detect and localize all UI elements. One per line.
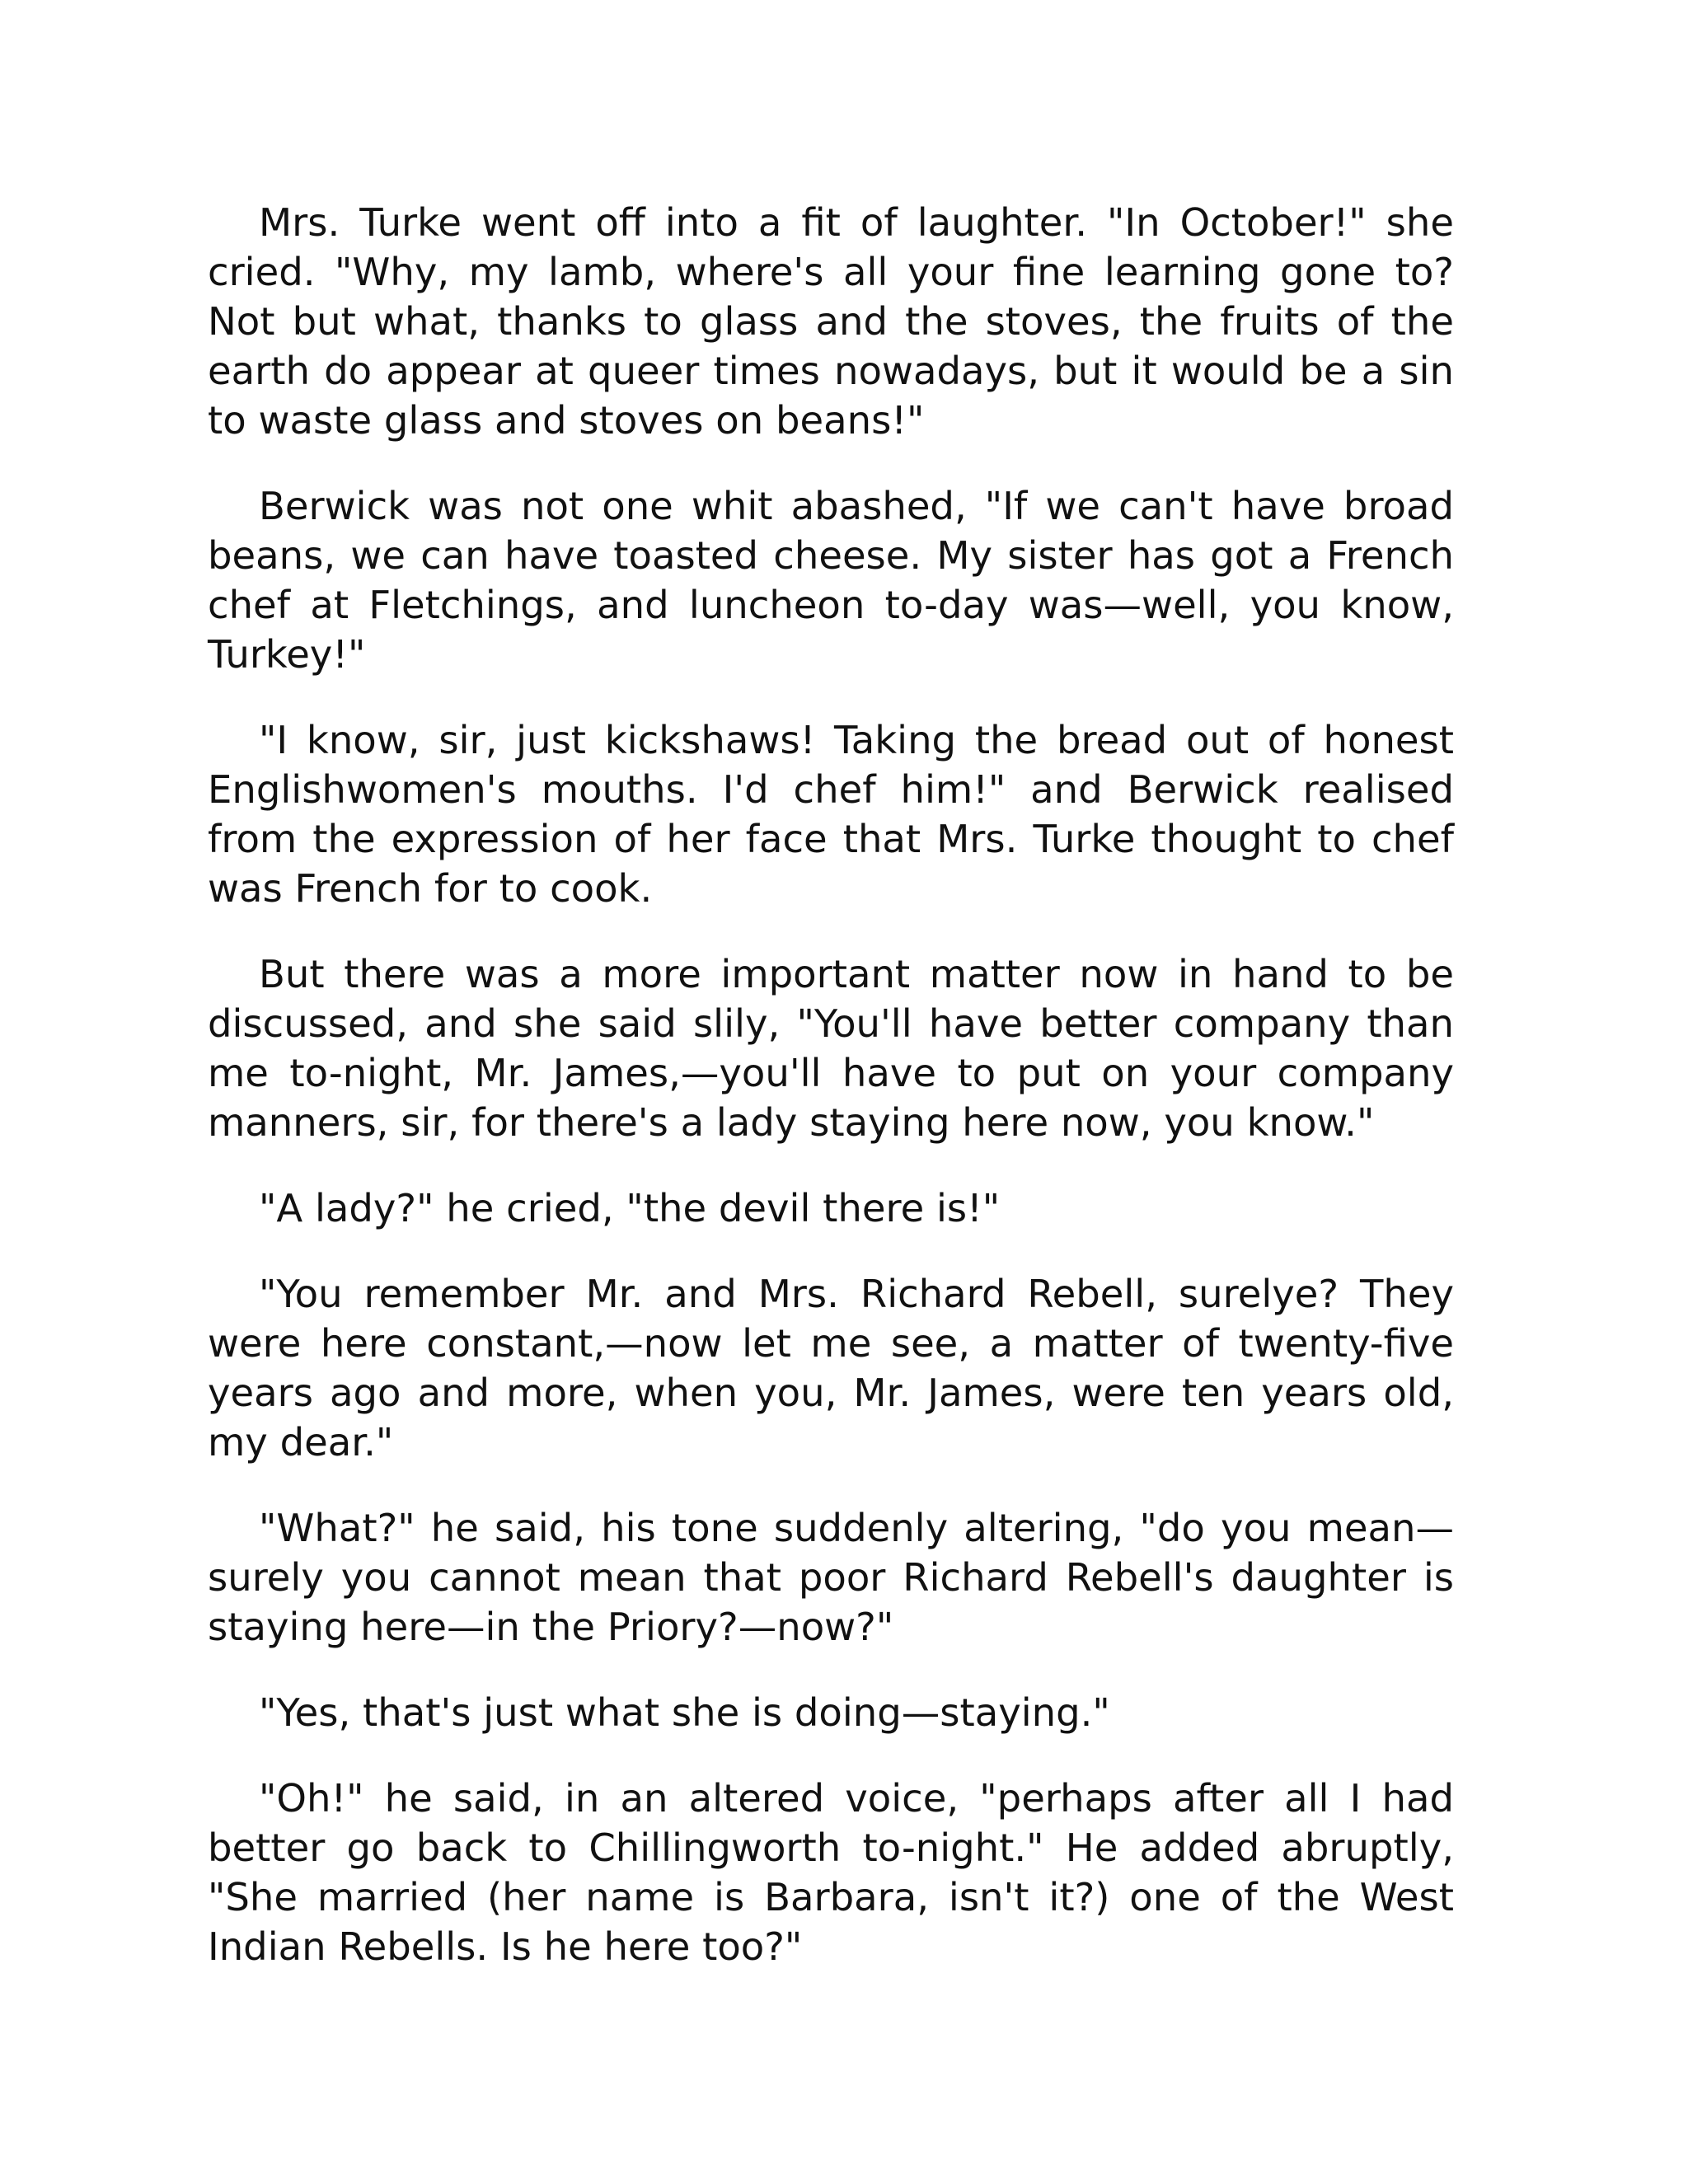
paragraph: "I know, sir, just kickshaws! Taking the bread out of honest Englishwomen's mouths. I'd chef him!" and Berwick realised from the expression of her face that Mrs. Turke thought to chef was French for to cook. — [208, 718, 1454, 911]
paragraph: But there was a more important matter now in hand to be discussed, and she said slily, "You'll have better company than me to-night, Mr. James,—you'll have to put on your company manners, sir, for there's a lady staying here now, you know." — [208, 952, 1454, 1145]
paragraph: "Yes, that's just what she is doing—staying." — [259, 1690, 1110, 1735]
paragraph: "You remember Mr. and Mrs. Richard Rebell, surelye? They were here constant,—now let me see, a matter of twenty-five years ago and more, when you, Mr. James, were ten years old, my dear." — [208, 1272, 1454, 1465]
page-body — [208, 198, 1454, 1971]
paragraph: Berwick was not one whit abashed, "If we can't have broad beans, we can have toasted cheese. My sister has got a French chef at Fletchings, and luncheon to-day was—well, you know, Turkey!" — [208, 484, 1454, 677]
paragraph: "A lady?" he cried, "the devil there is!" — [259, 1186, 1001, 1230]
paragraph: "Oh!" he said, in an altered voice, "perhaps after all I had better go back to Chillingworth to-night." He added abruptly, "She married (her name is Barbara, isn't it?) one of the West Indian Rebells. Is he here too?" — [208, 1776, 1454, 1969]
paragraph: "What?" he said, his tone suddenly altering, "do you mean— surely you cannot mean that poor Richard Rebell's daughter is staying here—in the Priory?—now?" — [208, 1506, 1454, 1649]
paragraph: Mrs. Turke went off into a fit of laughter. "In October!" she cried. "Why, my lamb, where's all your fine learning gone to? Not but what, thanks to glass and the stoves, the fruits of the earth do appear at queer times nowadays, but it would be a sin to waste glass and stoves on beans!" — [208, 200, 1454, 443]
